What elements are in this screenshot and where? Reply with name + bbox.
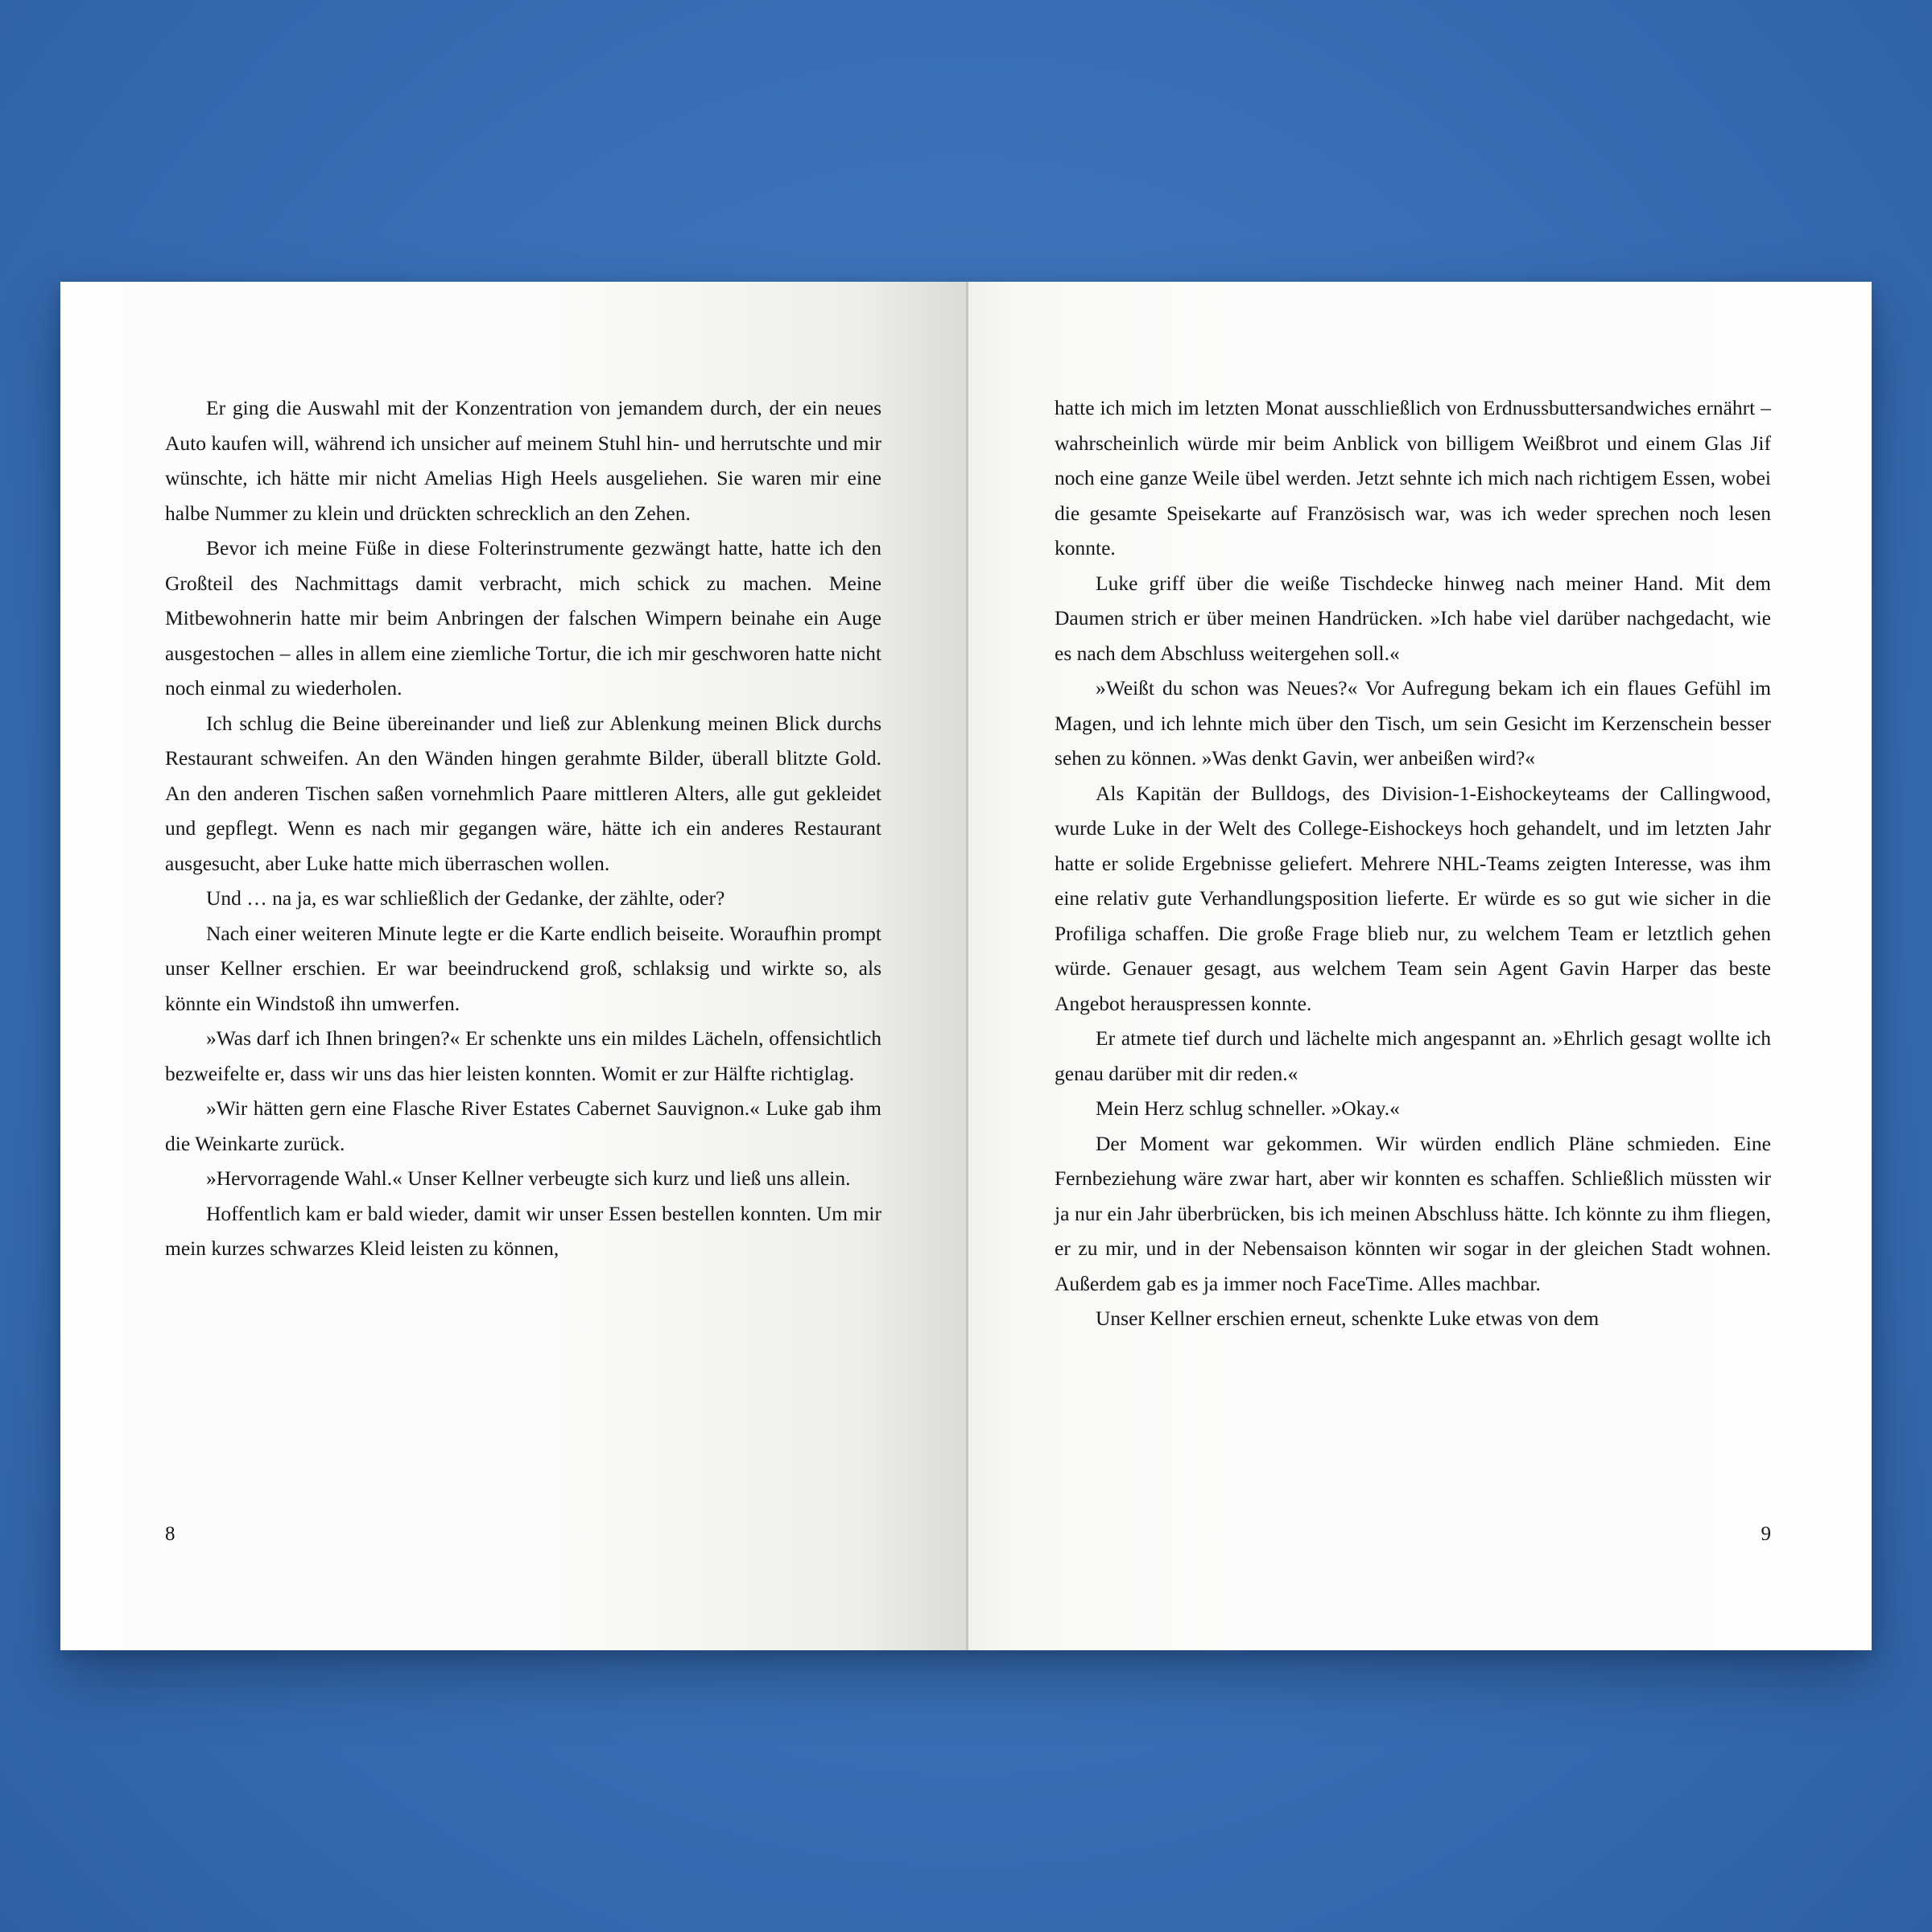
paragraph: Und … na ja, es war schließlich der Gedanke, der zählte, oder?: [206, 886, 725, 910]
open-book: [60, 282, 1872, 1650]
paragraph: hatte ich mich im letzten Monat ausschließlich von Erdnussbuttersandwiches ernährt – wahrscheinlich würde mir beim Anblick von billigem Weißbrot und einem Glas Jif noch eine ganze Weile übel werden. Jetzt sehnte ich mich nach richtigem Essen, wobei die gesamte Speisekarte auf Französisch war, was ich weder sprechen noch lesen konnte.: [1055, 396, 1771, 559]
paragraph: Er atmete tief durch und lächelte mich angespannt an. »Ehrlich gesagt wollte ich genau darüber mit dir reden.«: [1055, 1026, 1771, 1085]
paragraph: Nach einer weiteren Minute legte er die Karte endlich beiseite. Woraufhin prompt unser Kellner erschien. Er war beeindruckend groß, schlaksig und wirkte so, als könnte ein Windstoß ihn umwerfen.: [165, 921, 881, 1015]
paragraph: Der Moment war gekommen. Wir würden endlich Pläne schmieden. Eine Fernbeziehung wäre zwar hart, aber wir konnten es schaffen. Schließlich müssten wir ja nur ein Jahr überbrücken, bis ich meinen Abschluss hätte. Ich könnte zu ihm fliegen, er zu mir, und in der Nebensaison könnten wir sogar in der gleichen Stadt wohnen. Außerdem gab es ja immer noch FaceTime. Alles machbar.: [1055, 1131, 1771, 1295]
paragraph: Als Kapitän der Bulldogs, des Division-1-Eishockeyteams der Callingwood, wurde Luke in der Welt des College-Eishockeys hoch gehandelt, und im letzten Jahr hatte er solide Ergebnisse geliefert. Mehrere NHL-Teams zeigten Interesse, was ihm eine relativ gute Verhandlungsposition lieferte. Er würde es so gut wie sicher in die Profiliga schaffen. Die große Frage blieb nur, zu welchem Team er letztlich gehen würde. Genauer gesagt, aus welchem Team sein Agent Gavin Harper das beste Angebot herauspressen konnte.: [1055, 781, 1771, 1015]
page-number-right: 9: [1761, 1523, 1771, 1545]
paragraph: Er ging die Auswahl mit der Konzentration von jemandem durch, der ein neues Auto kaufen will, während ich unsicher auf meinem Stuhl hin- und herrutschte und mir wünschte, ich hätte mir nicht Amelias High Heels ausgeliehen. Sie waren mir eine halbe Nummer zu klein und drückten schrecklich an den Zehen.: [165, 396, 881, 525]
paragraph: Hoffentlich kam er bald wieder, damit wir unser Essen bestellen konnten. Um mir mein kurzes schwarzes Kleid leisten zu können,: [165, 1201, 881, 1260]
paragraph: Unser Kellner erschien erneut, schenkte Luke etwas von dem: [1096, 1307, 1600, 1330]
paragraph: Ich schlug die Beine übereinander und ließ zur Ablenkung meinen Blick durchs Restaurant schweifen. An den Wänden hingen gerahmte Bilder, überall blitzte Gold. An den anderen Tischen saßen vornehmlich Paare mittleren Alters, alle gut gekleidet und gepflegt. Wenn es nach mir gegangen wäre, hätte ich ein anderes Restaurant ausgesucht, aber Luke hatte mich überraschen wollen.: [165, 711, 881, 875]
paragraph: Mein Herz schlug schneller. »Okay.«: [1096, 1096, 1400, 1120]
right-page-text: [1055, 390, 1771, 1336]
left-page-text: [165, 390, 881, 1266]
page-number-left: 8: [165, 1523, 175, 1545]
book-page-left: [60, 282, 966, 1650]
paragraph: »Weißt du schon was Neues?« Vor Aufregung bekam ich ein flaues Gefühl im Magen, und ich lehnte mich über den Tisch, um sein Gesicht im Kerzenschein besser sehen zu können. »Was denkt Gavin, wer anbeißen wird?«: [1055, 676, 1771, 770]
paragraph: »Was darf ich Ihnen bringen?« Er schenkte uns ein mildes Lächeln, offensichtlich bezweifelte er, dass wir uns das hier leisten konnten. Womit er zur Hälfte richtiglag.: [165, 1026, 881, 1085]
book-spine: [966, 282, 968, 1650]
paragraph: »Hervorragende Wahl.« Unser Kellner verbeugte sich kurz und ließ uns allein.: [206, 1166, 851, 1190]
paragraph: Luke griff über die weiße Tischdecke hinweg nach meiner Hand. Mit dem Daumen strich er über meinen Handrücken. »Ich habe viel darüber nachgedacht, wie es nach dem Abschluss weitergehen soll.«: [1055, 571, 1771, 665]
paragraph: Bevor ich meine Füße in diese Folterinstrumente gezwängt hatte, hatte ich den Großteil des Nachmittags damit verbracht, mich schick zu machen. Meine Mitbewohnerin hatte mir beim Anbringen der falschen Wimpern beinahe ein Auge ausgestochen – alles in allem eine ziemliche Tortur, die ich mir geschworen hatte nicht noch einmal zu wiederholen.: [165, 536, 881, 700]
paragraph: »Wir hätten gern eine Flasche River Estates Cabernet Sauvignon.« Luke gab ihm die Weinkarte zurück.: [165, 1096, 881, 1155]
book-page-right: [966, 282, 1872, 1650]
